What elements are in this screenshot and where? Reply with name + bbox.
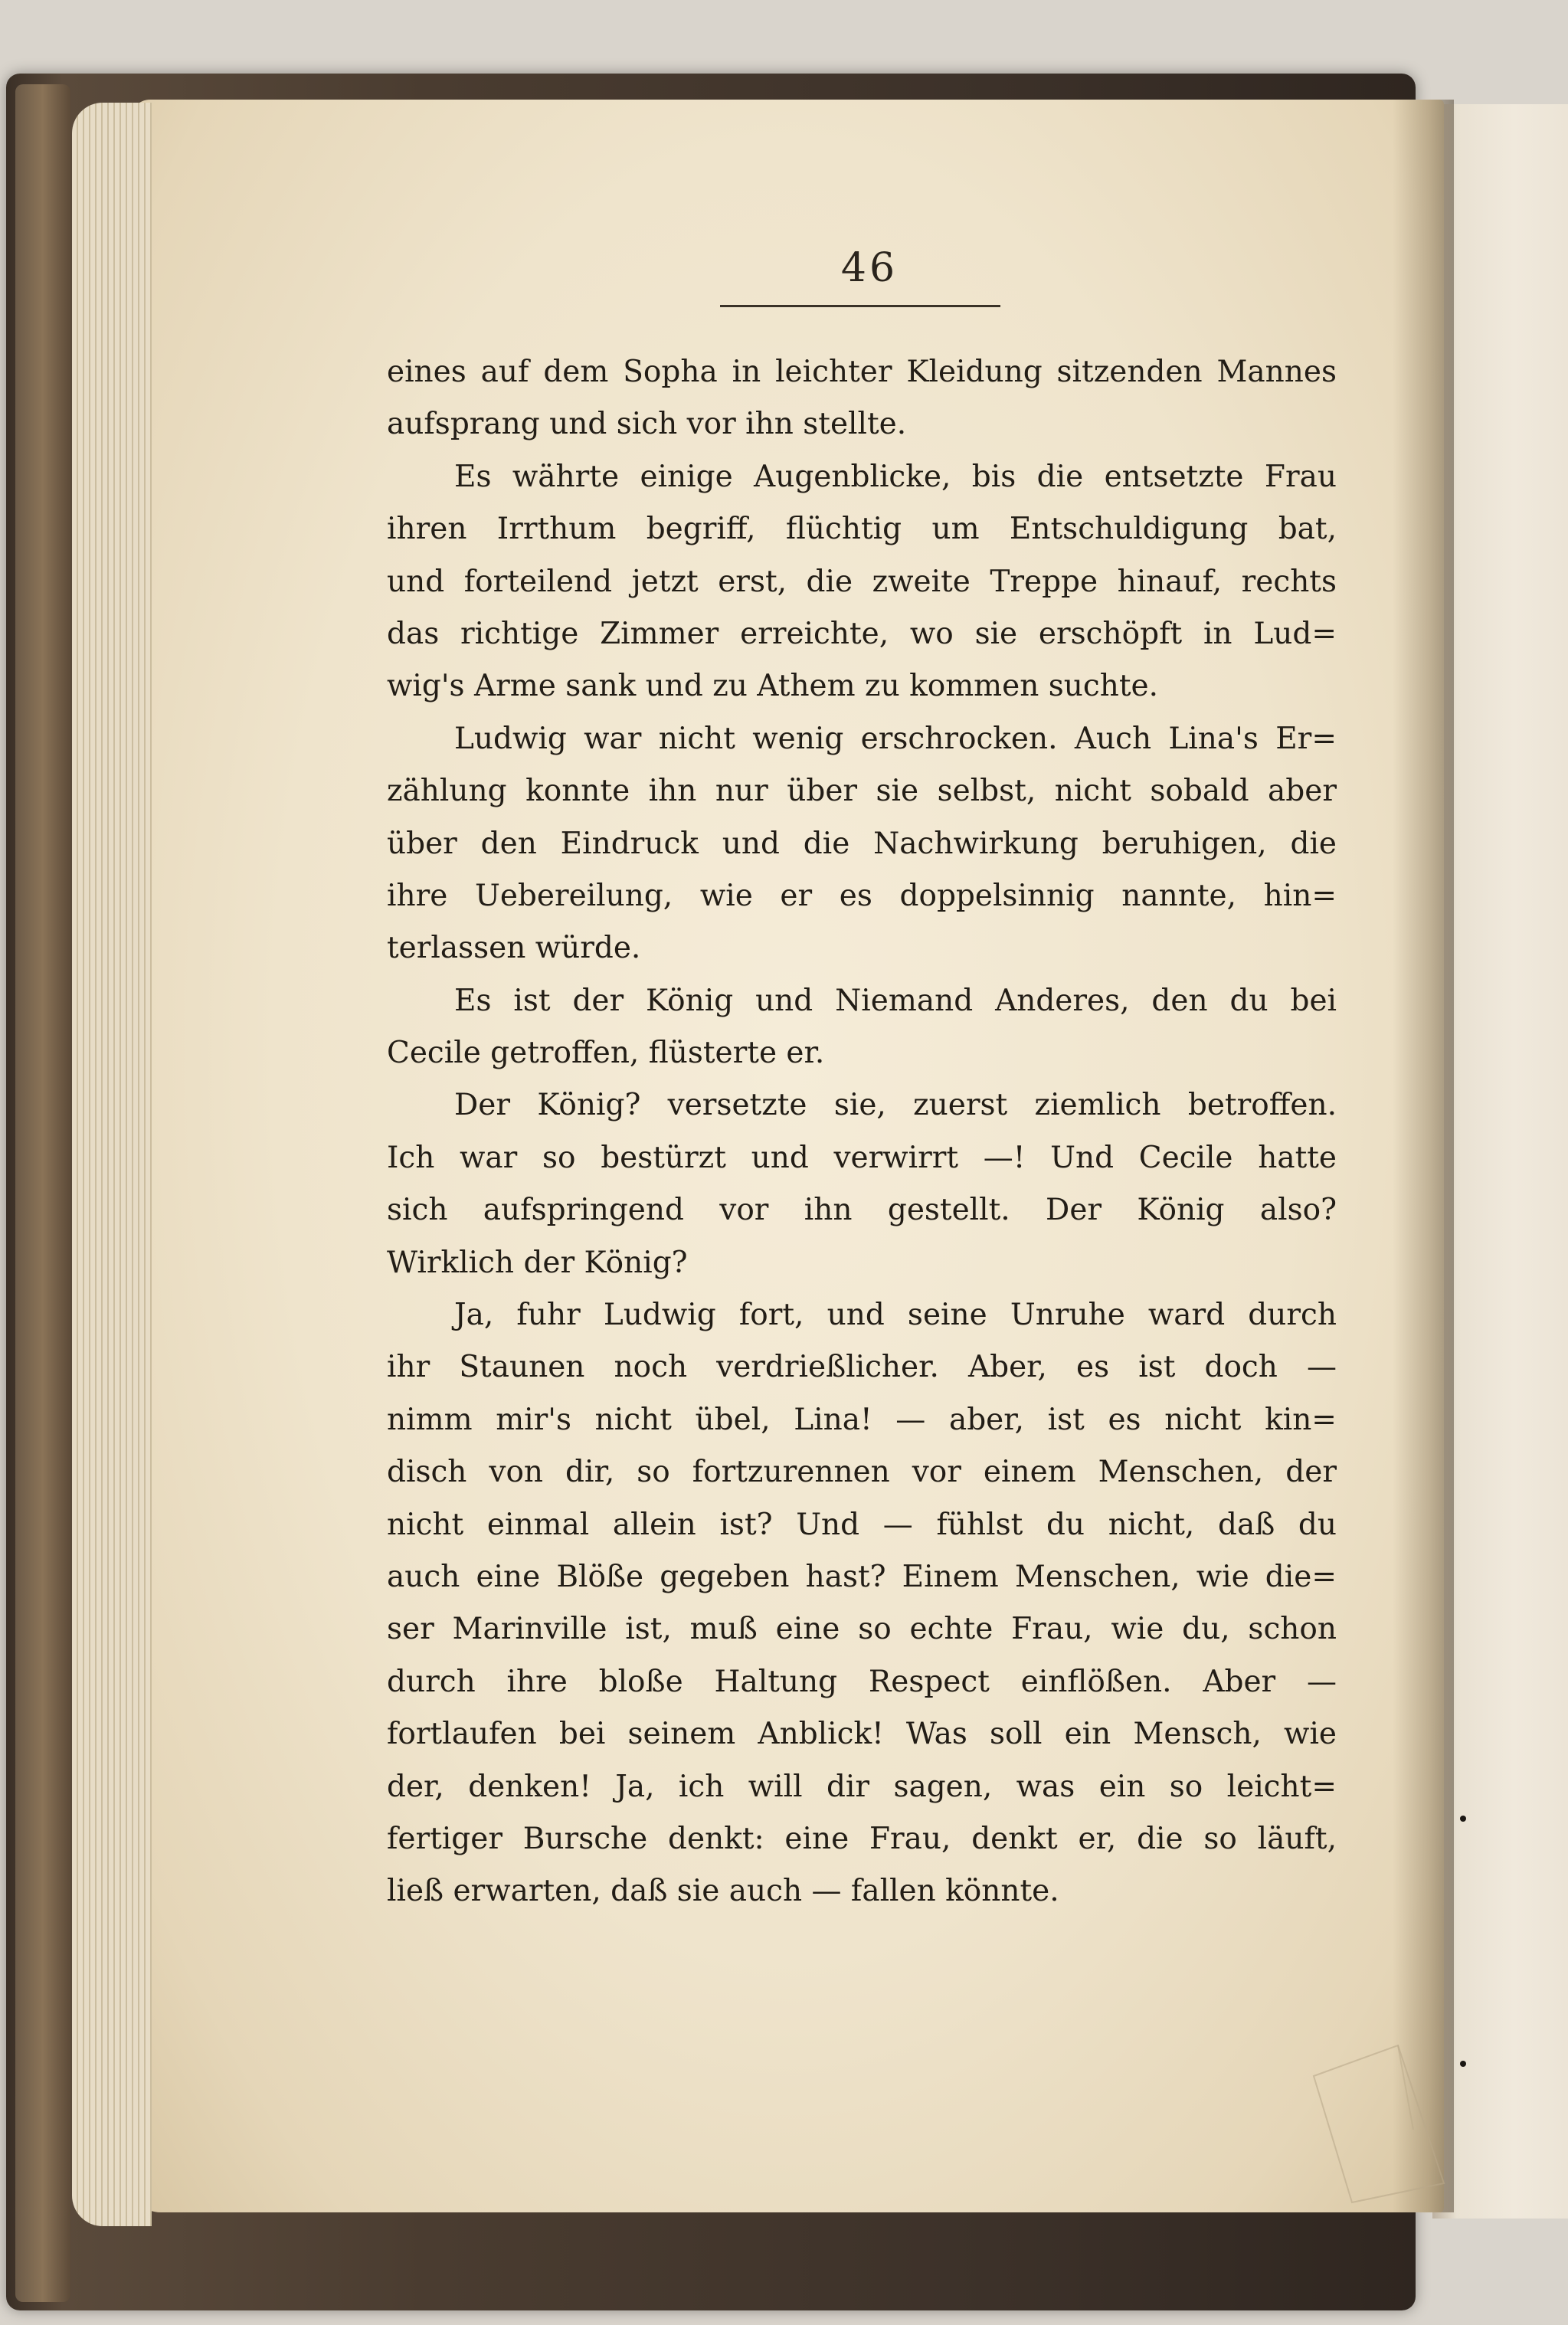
text-line: ihr Staunen noch verdrießlicher. Aber, es ist doch — — [387, 1350, 1337, 1385]
text-line: Cecile getroffen, flüsterte er. — [387, 1036, 825, 1071]
text-line: Es ist der König und Niemand Anderes, den du bei — [454, 983, 1337, 1018]
text-line: ließ erwarten, daß sie auch — fallen könnte. — [387, 1874, 1059, 1909]
text-line: nicht einmal allein ist? Und — fühlst du nicht, daß du — [387, 1507, 1337, 1542]
gutter-shadow — [1393, 100, 1454, 2212]
text-line: auch eine Blöße gegeben hast? Einem Menschen, wie die= — [387, 1559, 1337, 1594]
text-line: Ich war so bestürzt und verwirrt —! Und Cecile hatte — [387, 1140, 1337, 1175]
folded-corner-mark — [1306, 1992, 1452, 2206]
text-line: Es währte einige Augenblicke, bis die entsetzte Frau — [454, 459, 1337, 494]
text-line: über den Eindruck und die Nachwirkung beruhigen, die — [387, 826, 1337, 861]
text-line: ihre Uebereilung, wie er es doppelsinnig nannte, hin= — [387, 878, 1337, 913]
text-line: ser Marinville ist, muß eine so echte Frau, wie du, schon — [387, 1612, 1337, 1647]
body-text — [387, 346, 1337, 1918]
book-spine-edge — [15, 84, 70, 2302]
text-line: terlassen würde. — [387, 931, 641, 966]
text-line: zählung konnte ihn nur über sie selbst, nicht sobald aber — [387, 774, 1337, 809]
text-line: wig's Arme sank und zu Athem zu kommen suchte. — [387, 669, 1158, 704]
header-rule — [720, 305, 1000, 307]
text-line: nimm mir's nicht übel, Lina! — aber, ist es nicht kin= — [387, 1402, 1337, 1437]
text-line: eines auf dem Sopha in leichter Kleidung sitzenden Mannes — [387, 355, 1337, 389]
text-line: durch ihre bloße Haltung Respect einflößen. Aber — — [387, 1664, 1337, 1699]
text-line: aufsprang und sich vor ihn stellte. — [387, 407, 907, 442]
text-line: Der König? versetzte sie, zuerst ziemlich betroffen. — [454, 1088, 1337, 1123]
text-line: Wirklich der König? — [387, 1245, 688, 1280]
text-line: fortlaufen bei seinem Anblick! Was soll ein Mensch, wie — [387, 1717, 1337, 1752]
text-line: der, denken! Ja, ich will dir sagen, was ein so leicht= — [387, 1769, 1337, 1804]
text-line: das richtige Zimmer erreichte, wo sie erschöpft in Lud= — [387, 616, 1337, 651]
text-line: fertiger Bursche denkt: eine Frau, denkt er, die so läuft, — [387, 1821, 1337, 1856]
text-line: Ludwig war nicht wenig erschrocken. Auch Lina's Er= — [454, 721, 1337, 756]
page-stack-edge — [72, 103, 152, 2226]
text-line: und forteilend jetzt erst, die zweite Treppe hinauf, rechts — [387, 564, 1337, 599]
text-line: disch von dir, so fortzurennen vor einem Menschen, der — [387, 1455, 1337, 1490]
text-line: ihren Irrthum begriff, flüchtig um Entschuldigung bat, — [387, 512, 1337, 547]
margin-dot — [1460, 1816, 1466, 1822]
text-line: Ja, fuhr Ludwig fort, und seine Unruhe ward durch — [454, 1298, 1337, 1333]
text-line: sich aufspringend vor ihn gestellt. Der König also? — [387, 1193, 1337, 1228]
margin-dot — [1460, 2061, 1466, 2067]
page-number: 46 — [840, 245, 899, 291]
